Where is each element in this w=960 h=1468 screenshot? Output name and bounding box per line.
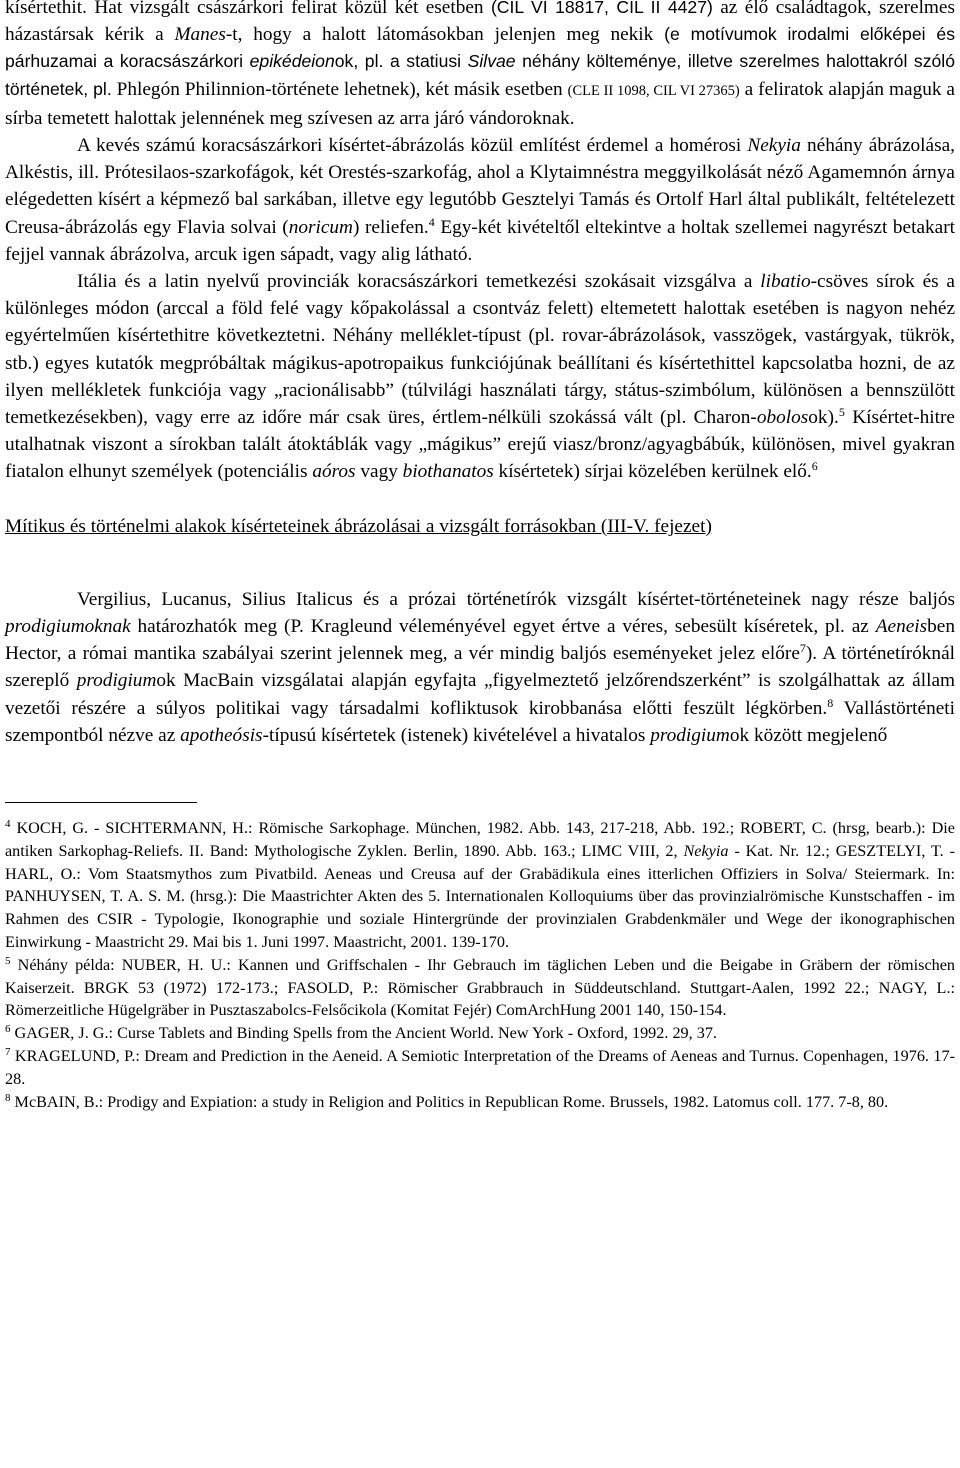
body-text-2 — [5, 586, 955, 749]
italic-text: obolos — [756, 407, 809, 429]
text-run: a feliratok alapján maguk a sírba temetett halottak jelennének meg szívesen az arra járó vándoroknak. — [5, 78, 955, 129]
body-text — [5, 0, 955, 486]
footnote-ref: 8 — [827, 695, 834, 710]
text-run: kísértethit. Hat vizsgált császárkori felirat közül két esetben — [5, 0, 491, 18]
italic-text: Nekyia — [683, 841, 729, 860]
footnote-ref: 6 — [811, 459, 818, 474]
paragraph-1 — [5, 0, 955, 132]
italic-text: prodigiumoknak — [5, 616, 131, 638]
text-run: -csöves sírok és a különleges módon (arccal a föld felé vagy kőpakolással a csontváz felett) eltemetett halottak esetében is nagyon nehéz egyértelműen kísértethitre következtetni. Néhány melléklet-típust (pl. rovar-ábrázolások, vasszögek, vastárgyak, tükrök, stb.) egyes kutatók megpróbáltak mágikus-apotropaikus funkciójúnak beállítani és kísértethittel kapcsolatba hozni, de az ilyen mellékletek funkciója vagy „racionálisabb” (túlvilági használati tárgy, státus-szimbólum, különösen a bennszülött temetkezésekben), vagy erre az időre már csak üres, értlem-nélküli szokássá vált (pl. Charon- — [5, 271, 955, 429]
paragraph-3 — [5, 268, 955, 486]
text-run: ). A történetíróknál szereplő — [5, 643, 955, 692]
text-run: GAGER, J. G.: Curse Tablets and Binding Spells from the Ancient World. New York - Oxford, 1992. 29, 37. — [10, 1024, 717, 1043]
italic-text: apotheósis — [180, 724, 263, 746]
paragraph-4 — [5, 586, 955, 749]
section-heading: Mítikus és történelmi alakok kísérteteinek ábrázolásai a vizsgált forrásokban (III-V. fejezet) — [5, 515, 712, 537]
text-run: ok MacBain vizsgálatai alapján egyfajta „figyelmeztető jelzőrendszerként” is szolgálhattak az állam vezetői részére a súlyos politikai vagy társadalmi kofliktusok kirobbanása előtti feszült légkörben. — [5, 670, 955, 719]
footnote-ref: 4 — [5, 818, 11, 831]
italic-text: Nekyia — [747, 135, 801, 157]
text-run: Phlegón Philinnion-története lehetnek), két másik esetben — [111, 78, 568, 100]
paragraph-2 — [5, 132, 955, 268]
italic-text: Silvae — [467, 51, 516, 72]
footnote-ref: 8 — [5, 1091, 11, 1104]
text-run: az élő családtagok, szerelmes házastársak kérik a — [5, 0, 955, 46]
italic-text: biothanatos — [402, 461, 494, 483]
footnote-ref: 6 — [5, 1023, 11, 1036]
text-run: (CLE II 1098, CIL VI 27365) — [567, 82, 740, 99]
text-run: ) reliefen. — [352, 216, 429, 238]
italic-text: epikédeion — [249, 51, 335, 72]
text-run: határozhatók meg (P. Kragleund véleményével egyet értve a véres, sebesült kíséretek, pl. az — [130, 616, 876, 638]
italic-text: prodigium — [650, 724, 730, 746]
footnotes — [5, 817, 955, 1113]
footnote-ref: 5 — [838, 405, 845, 420]
text-run: KRAGELUND, P.: Dream and Prediction in the Aeneid. A Semiotic Interpretation of the Dreams of Aeneas and Turnus. Copenhagen, 1976. 17-28. — [5, 1047, 955, 1088]
document-page — [5, 0, 955, 1113]
text-run: McBAIN, B.: Prodigy and Expiation: a study in Religion and Politics in Republican Rome. Brussels, 1982. Latomus coll. 177. 7-8, 80. — [10, 1092, 889, 1111]
italic-text: libatio — [760, 271, 811, 293]
text-run: KOCH, G. - SICHTERMANN, H.: Römische Sarkophage. München, 1982. Abb. 143, 217-218, Abb. 192.; ROBERT, C. (hrsg, bearb.): Die antiken Sarkophag-Reliefs. II. Band: Mythologische Zyklen. Berlin, 1890. Abb. 163.; LIMC VIII, 2, — [5, 819, 955, 860]
text-run: néhány költeménye, illetve szerelmes halottakról szóló történetek, pl. — [5, 51, 955, 99]
footnote-5 — [5, 954, 955, 1022]
footnote-4 — [5, 817, 955, 954]
footnote-ref: 4 — [428, 214, 435, 229]
text-run: Egy-két kivételtől eltekintve a holtak szellemei nagyrészt betakart fejjel vannak ábrázolva, arcuk igen sápadt, vagy alig látható. — [5, 216, 956, 265]
footnote-ref: 7 — [5, 1046, 11, 1059]
text-run: ok, pl. a statiusi — [334, 51, 468, 72]
italic-text: aóros — [312, 461, 356, 483]
text-run: Vallástörténeti szempontból nézve az — [5, 697, 955, 746]
italic-text: Manes — [174, 24, 226, 46]
text-run: Kísértet-hitre utalhatnak viszont a sírokban talált átoktáblák vagy „mágikus” erejű viasz/bronz/agyagbábúk, különösen, mivel gyakran fiatalon elhunyt személyek (potenciális — [5, 407, 955, 483]
footnote-8 — [5, 1091, 955, 1114]
text-run: - Kat. Nr. 12.; GESZTELYI, T. - HARL, O.: Vom Staatsmythos zum Pivatbild. Aeneas und Creusa auf der Grabädikula eines itterlichen Offiziers in Solva/ Steiermark. In: PANHUYSEN, T. A. S. M. (hrsg.): Die Maastrichter Akten des 5. Internationalen Kolloquiums über das provinzialrömische Kunstschaffen - im Rahmen des CSIR - Typologie, Ikonographie und soziale Hintergründe der provinzialen Grabdenkmäler und Wege der ikonographischen Einwirkung - Maastricht 29. Mai bis 1. Juni 1997. Maastricht, 2001. 139-170. — [5, 841, 956, 952]
text-run: ok között megjelenő — [729, 724, 888, 746]
text-run: néhány ábrázolása, Alkéstis, ill. Prótesilaos-szarkofágok, két Orestés-szarkofág, ahol a Klytaimnéstra meggyilkolását néző Agamemnón árnya elégedetten kísért a képmező bal sarkában, illetve egy legutóbb Gesztelyi Tamás és Ortolf Harl által publikált, feltételezett Creusa-ábrázolás egy Flavia solvai ( — [5, 135, 955, 238]
text-run: Vergilius, Lucanus, Silius Italicus és a prózai történetírók vizsgált kísértet-történeteinek nagy része baljós — [77, 588, 955, 610]
text-run: ok). — [808, 407, 839, 429]
footnote-ref: 5 — [5, 954, 11, 967]
footnote-7 — [5, 1045, 955, 1091]
text-run: ben Hector, a római mantika szabályai szerint jelennek meg, a vér mindig baljós eseményeket jelez előre — [5, 616, 955, 665]
text-run: vagy — [355, 461, 403, 483]
text-run: -típusú kísértetek (istenek) kivételével a hivatalos — [262, 724, 651, 746]
text-run: -t, hogy a halott látomásokban jelenjen meg nekik — [225, 24, 665, 46]
text-run: A kevés számú koracsászárkori kísértet-ábrázolás közül említést érdemel a homérosi — [77, 135, 748, 157]
text-run: Néhány példa: NUBER, H. U.: Kannen und Griffschalen - Ihr Gebrauch im täglichen Leben und die Beigabe in Gräbern der römischen Kaiserzeit. BRGK 53 (1972) 172-173.; FASOLD, P.: Römischer Grabbrauch in Süddeutschland. Stuttgart-Aalen, 1992 22.; NAGY, L.: Römerzeitliche Hügelgräber in Pusztaszabolcs-Felsőcikola (Komitat Fejér) ComArchHung 2001 140, 150-154. — [5, 955, 955, 1020]
italic-text: Aeneis — [875, 616, 928, 638]
footnote-6 — [5, 1022, 955, 1045]
italic-text: prodigium — [76, 670, 157, 692]
text-run: Itália és a latin nyelvű provinciák koracsászárkori temetkezési szokásait vizsgálva a — [77, 271, 761, 293]
text-run: kísértetek) sírjai közelében kerülnek elő. — [493, 461, 812, 483]
italic-text: noricum — [288, 216, 353, 238]
text-run: (e motívumok irodalmi előképei és párhuzamai a koracsászárkori — [5, 24, 955, 72]
text-run: (CIL VI 18817, CIL II 4427) — [490, 0, 713, 17]
footnote-ref: 7 — [799, 641, 806, 656]
footnote-separator — [5, 802, 197, 803]
